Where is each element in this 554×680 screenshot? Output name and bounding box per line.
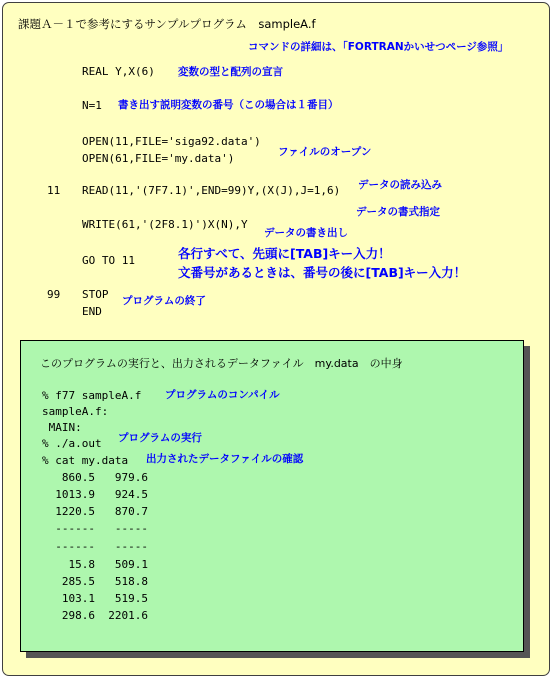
note-n: 書き出す説明変数の番号（この場合は１番目） [118, 99, 339, 111]
note-compile: プログラムのコンパイル [165, 389, 280, 401]
note-read: データの読み込み [358, 179, 442, 191]
note-check: 出力されたデータファイルの確認 [146, 453, 304, 465]
execution-title: このプログラムの実行と、出力されるデータファイル my.data の中身 [40, 357, 403, 370]
code-line-n: N=1 [82, 99, 102, 112]
code-line-end: END [82, 305, 102, 318]
tab-note-1: 各行すべて、先頭に[TAB]キー入力！ [178, 246, 391, 261]
note-format: データの書式指定 [356, 206, 440, 218]
code-line-open-2: OPEN(61,FILE='my.data') [82, 152, 235, 165]
note-run: プログラムの実行 [118, 432, 202, 444]
page-title: 課題Ａ－１で参考にするサンプルプログラム sampleA.f [18, 17, 316, 31]
data-row: 1013.9 924.5 [42, 488, 148, 501]
terminal-line-3: MAIN: [42, 421, 82, 434]
code-label-11: 11 [47, 184, 61, 197]
tab-note-2: 文番号があるときは、番号の後に[TAB]キー入力！ [178, 265, 467, 280]
code-line-goto: GO TO 11 [82, 254, 135, 267]
terminal-line-run: % ./a.out [42, 437, 102, 450]
terminal-line-cat: % cat my.data [42, 454, 129, 467]
data-row: 15.8 509.1 [42, 558, 148, 571]
data-row-ellipsis: ------ ----- [42, 540, 148, 553]
terminal-line-2: sampleA.f: [42, 405, 109, 418]
data-row: 298.6 2201.6 [42, 609, 148, 622]
note-declare: 変数の型と配列の宣言 [178, 66, 283, 78]
data-row: 1220.5 870.7 [42, 505, 148, 518]
code-line-stop: STOP [82, 288, 109, 301]
terminal-line-compile: % f77 sampleA.f [42, 389, 142, 402]
data-row: 103.1 519.5 [42, 592, 148, 605]
note-stop: プログラムの終了 [122, 295, 206, 307]
code-line-open-1: OPEN(11,FILE='siga92.data') [82, 135, 261, 148]
note-write: データの書き出し [264, 227, 348, 239]
data-row: 860.5 979.6 [42, 471, 148, 484]
data-row-ellipsis: ------ ----- [42, 522, 148, 535]
code-line-read: READ(11,'(7F7.1)',END=99)Y,(X(J),J=1,6) [82, 184, 341, 197]
data-row: 285.5 518.8 [42, 575, 148, 588]
code-line-write: WRITE(61,'(2F8.1)')X(N),Y [82, 218, 248, 231]
note-open: ファイルのオープン [278, 146, 372, 158]
code-label-99: 99 [47, 288, 61, 301]
code-line-declare: REAL Y,X(6) [82, 65, 155, 78]
command-reference-note: コマンドの詳細は、「FORTRANかいせつページ参照」 [248, 41, 509, 53]
